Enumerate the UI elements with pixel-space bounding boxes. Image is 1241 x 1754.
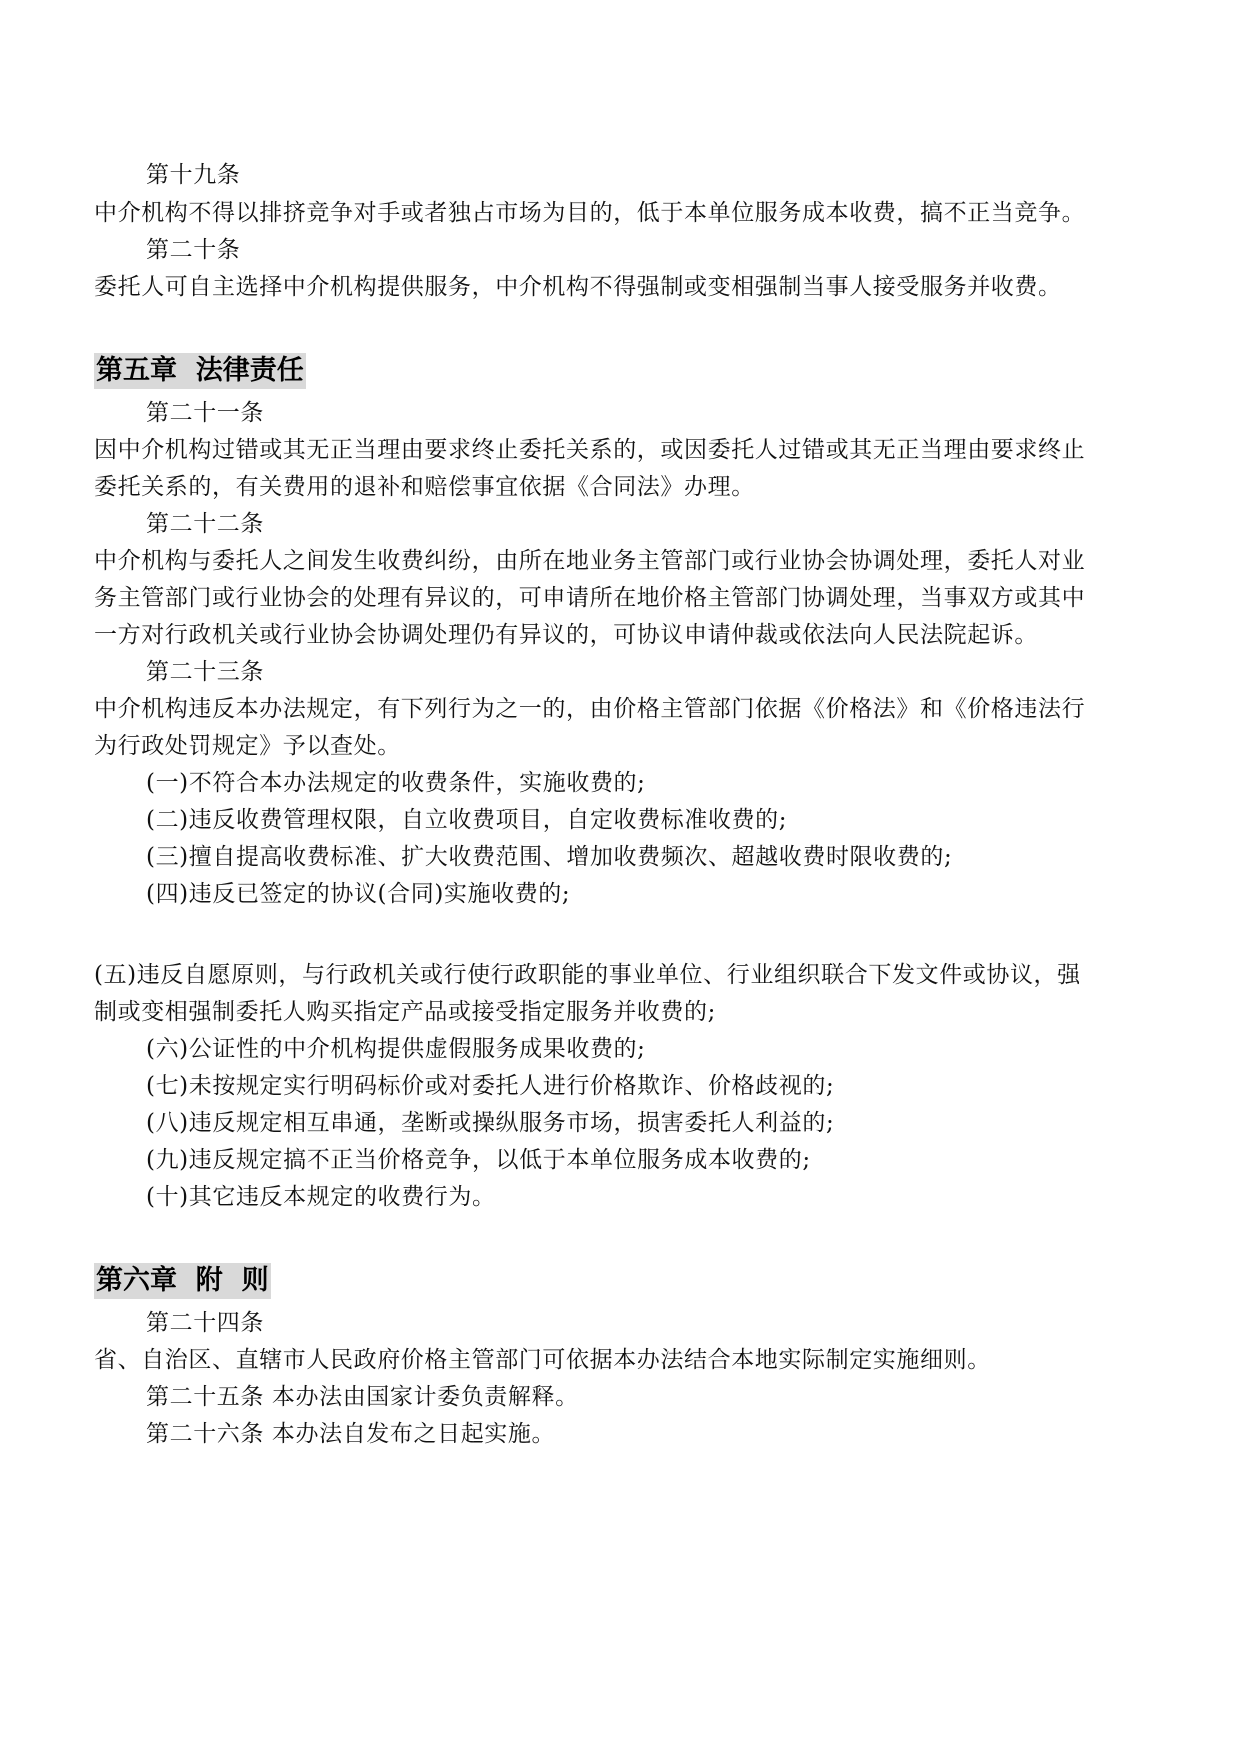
list-item: (四)违反已签定的协议(合同)实施收费的; [146, 881, 571, 907]
article-22-title: 第二十二条 [146, 511, 264, 537]
list-item: (八)违反规定相互串通，垄断或操纵服务市场，损害委托人利益的; [146, 1110, 835, 1136]
list-item: (十)其它违反本规定的收费行为。 [146, 1184, 496, 1210]
list-item: (三)擅自提高收费标准、扩大收费范围、增加收费频次、超越收费时限收费的; [146, 844, 953, 870]
chapter-5-heading: 第五章 法律责任 [94, 353, 306, 389]
article-24-body: 省、自治区、直辖市人民政府价格主管部门可依据本办法结合本地实际制定实施细则。 [94, 1347, 991, 1373]
article-21-body-line: 委托关系的，有关费用的退补和赔偿事宜依据《合同法》办理。 [94, 474, 755, 500]
list-item: (二)违反收费管理权限，自立收费项目，自定收费标准收费的; [146, 807, 788, 833]
article-23-body-line: 中介机构违反本办法规定，有下列行为之一的，由价格主管部门依据《价格法》和《价格违法行 [94, 696, 1086, 722]
list-item: (一)不符合本办法规定的收费条件，实施收费的; [146, 770, 646, 796]
article-22-body-line: 一方对行政机关或行业协会协调处理仍有异议的，可协议申请仲裁或依法向人民法院起诉。 [94, 622, 1038, 648]
article-19-body: 中介机构不得以排挤竞争对手或者独占市场为目的，低于本单位服务成本收费，搞不正当竞争。 [94, 200, 1086, 226]
article-20-title: 第二十条 [146, 237, 241, 263]
list-item: (九)违反规定搞不正当价格竞争，以低于本单位服务成本收费的; [146, 1147, 811, 1173]
article-24-title: 第二十四条 [146, 1310, 264, 1336]
article-26: 第二十六条 本办法自发布之日起实施。 [146, 1421, 556, 1447]
article-23-body-line: 为行政处罚规定》予以查处。 [94, 733, 401, 759]
list-item: (六)公证性的中介机构提供虚假服务成果收费的; [146, 1036, 646, 1062]
article-21-body-line: 因中介机构过错或其无正当理由要求终止委托关系的，或因委托人过错或其无正当理由要求终止 [94, 437, 1086, 463]
chapter-6-heading: 第六章 附 则 [94, 1263, 271, 1299]
article-22-body-line: 务主管部门或行业协会的处理有异议的，可申请所在地价格主管部门协调处理，当事双方或其中 [94, 585, 1086, 611]
article-25: 第二十五条 本办法由国家计委负责解释。 [146, 1384, 579, 1410]
list-item-5-line: (五)违反自愿原则，与行政机关或行使行政职能的事业单位、行业组织联合下发文件或协议，强 [94, 962, 1081, 988]
article-23-title: 第二十三条 [146, 659, 264, 685]
article-21-title: 第二十一条 [146, 400, 264, 426]
article-22-body-line: 中介机构与委托人之间发生收费纠纷，由所在地业务主管部门或行业协会协调处理，委托人对业 [94, 548, 1086, 574]
article-20-body: 委托人可自主选择中介机构提供服务，中介机构不得强制或变相强制当事人接受服务并收费。 [94, 274, 1062, 300]
list-item-5-line: 制或变相强制委托人购买指定产品或接受指定服务并收费的; [94, 999, 716, 1025]
list-item: (七)未按规定实行明码标价或对委托人进行价格欺诈、价格歧视的; [146, 1073, 835, 1099]
article-19-title: 第十九条 [146, 162, 241, 188]
